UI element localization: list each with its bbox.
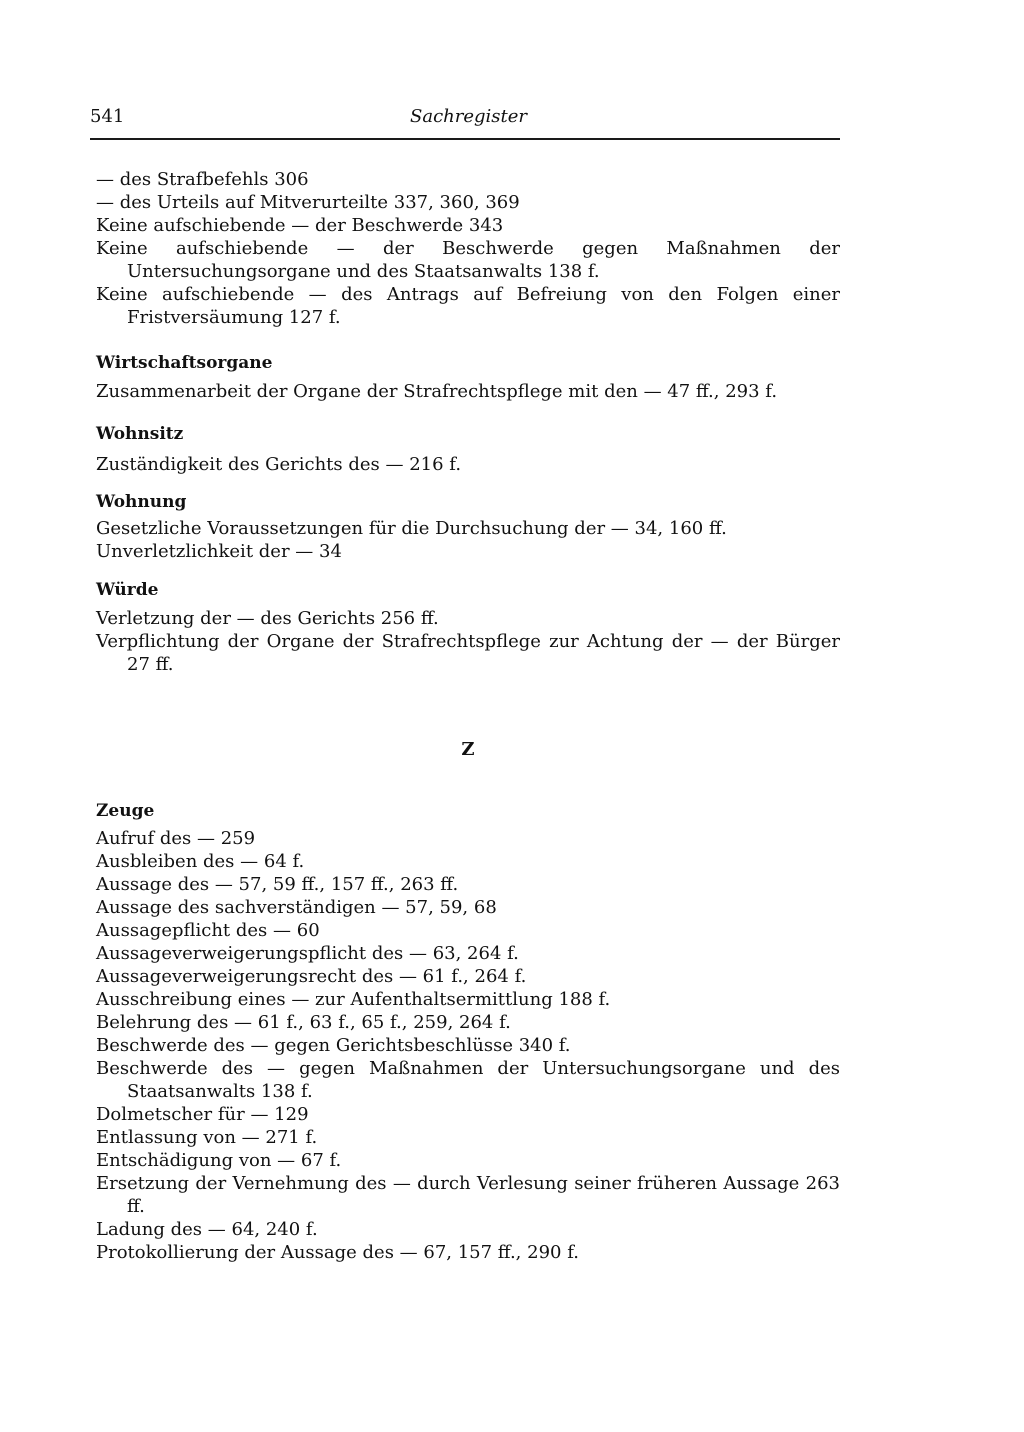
index-entry: Dolmetscher für — 129 xyxy=(96,1104,309,1125)
section-letter-z: Z xyxy=(461,739,475,760)
index-entry: Aussage des sachverständigen — 57, 59, 68 xyxy=(96,897,497,918)
index-entry: Aussageverweigerungspflicht des — 63, 264 f. xyxy=(96,943,519,964)
page-header xyxy=(90,102,840,140)
index-entry: Verpflichtung der Organe der Strafrechtspflege zur Achtung der — der Bürger 27 ff. xyxy=(96,631,840,675)
index-heading-wirtschaftsorgane: Wirtschaftsorgane xyxy=(96,353,273,373)
index-heading-wohnung: Wohnung xyxy=(96,492,187,512)
index-content xyxy=(96,168,840,1264)
index-entry: Ladung des — 64, 240 f. xyxy=(96,1219,318,1240)
index-entry: Keine aufschiebende — des Antrags auf Befreiung von den Folgen einer Fristversäumung 127 f. xyxy=(96,284,840,328)
index-entry: — des Urteils auf Mitverurteilte 337, 360, 369 xyxy=(96,192,520,213)
index-entry: Beschwerde des — gegen Gerichtsbeschlüsse 340 f. xyxy=(96,1035,571,1056)
index-entry: Beschwerde des — gegen Maßnahmen der Untersuchungsorgane und des Staatsanwalts 138 f. xyxy=(96,1058,840,1102)
index-entry: Belehrung des — 61 f., 63 f., 65 f., 259, 264 f. xyxy=(96,1012,511,1033)
index-entry: Ausbleiben des — 64 f. xyxy=(96,851,305,872)
index-entry: Gesetzliche Voraussetzungen für die Durchsuchung der — 34, 160 ff. xyxy=(96,518,727,539)
index-entry: Entschädigung von — 67 f. xyxy=(96,1150,342,1171)
index-entry: Unverletzlichkeit der — 34 xyxy=(96,541,342,562)
running-title: Sachregister xyxy=(410,106,527,127)
index-entry: Aufruf des — 259 xyxy=(96,828,256,849)
index-entry: Keine aufschiebende — der Beschwerde gegen Maßnahmen der Untersuchungsorgane und des Staatsanwalts 138 f. xyxy=(96,238,840,282)
page-number: 541 xyxy=(90,106,125,127)
index-heading-wuerde: Würde xyxy=(96,580,159,600)
index-heading-zeuge: Zeuge xyxy=(96,801,155,821)
index-heading-wohnsitz: Wohnsitz xyxy=(96,424,184,444)
index-entry: Aussageverweigerungsrecht des — 61 f., 264 f. xyxy=(96,966,527,987)
index-entry: Verletzung der — des Gerichts 256 ff. xyxy=(96,608,439,629)
index-entry: Protokollierung der Aussage des — 67, 157 ff., 290 f. xyxy=(96,1242,579,1263)
index-entry: Zuständigkeit des Gerichts des — 216 f. xyxy=(96,454,462,475)
index-entry: Ersetzung der Vernehmung des — durch Verlesung seiner früheren Aussage 263 ff. xyxy=(96,1173,840,1217)
index-entry: — des Strafbefehls 306 xyxy=(96,169,309,190)
index-entry: Ausschreibung eines — zur Aufenthaltsermittlung 188 f. xyxy=(96,989,611,1010)
index-entry: Entlassung von — 271 f. xyxy=(96,1127,318,1148)
index-entry: Aussage des — 57, 59 ff., 157 ff., 263 ff. xyxy=(96,874,459,895)
index-entry: Aussagepflicht des — 60 xyxy=(96,920,320,941)
index-entry: Keine aufschiebende — der Beschwerde 343 xyxy=(96,215,504,236)
index-entry: Zusammenarbeit der Organe der Strafrechtspflege mit den — 47 ff., 293 f. xyxy=(96,381,778,402)
